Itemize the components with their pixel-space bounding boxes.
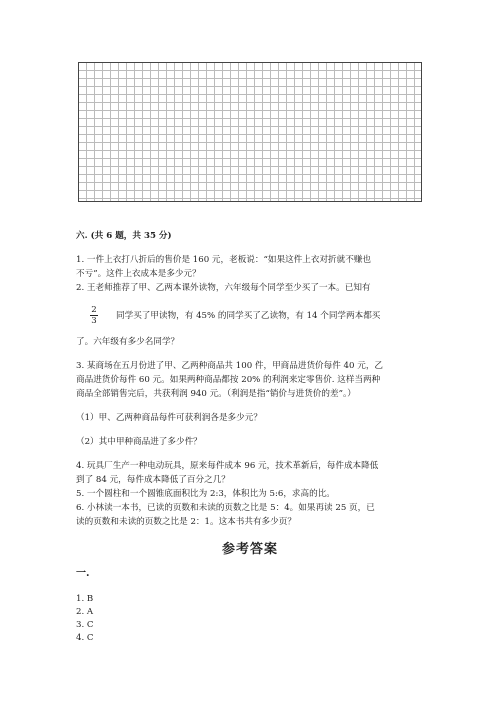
question-6-line-1: 6. 小林读一本书，已读的页数和未读的页数之比是 5：4。如果再读 25 页，已 [76, 503, 375, 513]
question-4-line-1: 4. 玩具厂生产一种电动玩具，原来每件成本 96 元，技术革新后，每件成本降低 [76, 461, 379, 471]
answer-item: 4. C [76, 633, 94, 643]
question-3-line-2: 商品进货价每件 60 元。如果两种商品都按 20% 的利润来定零售价. 这样当两种 [76, 375, 381, 385]
question-5: 5. 一个圆柱和一个圆锥底面积比为 2:3，体积比为 5:6，求高的比。 [76, 489, 335, 499]
question-3-sub-1: （1）甲、乙两种商品每件可获利润各是多少元？ [76, 413, 262, 423]
question-3-sub-2: （2）其中甲种商品进了多少件？ [76, 437, 202, 447]
section-heading: 六. (共 6 题，共 35 分) [76, 231, 172, 241]
answer-item: 1. B [76, 594, 94, 604]
question-6-line-2: 读的页数和未读的页数之比是 2：1。这本书共有多少页？ [76, 517, 296, 527]
writing-grid [78, 62, 422, 202]
question-4-line-2: 到了 84 元，每件成本降低了百分之几？ [76, 475, 230, 485]
fraction-numerator: 2 [91, 305, 97, 315]
question-2-line-1: 2. 王老师推荐了甲、乙两本课外读物，六年级每个同学至少买了一本。已知有 [76, 283, 371, 293]
question-2-line-2: 同学买了甲读物，有 45% 的同学买了乙读物，有 14 个同学两本都买 [116, 311, 381, 321]
question-1-line-2: 不亏”。这件上衣成本是多少元？ [76, 269, 201, 279]
answers-title: 参考答案 [221, 542, 278, 557]
question-1-line-1: 1. 一件上衣打八折后的售价是 160 元，老板说：“如果这件上衣对折就不赚也 [76, 255, 372, 265]
question-3-line-1: 3. 某商场在五月份进了甲、乙两种商品共 100 件，甲商品进货价每件 40 元，乙 [76, 361, 384, 371]
question-3-line-3: 商品全部销售完后，共获利润 940 元。（利润是指“销价与进货价的差”。） [76, 389, 356, 399]
answer-item: 3. C [76, 620, 94, 630]
answer-item: 2. A [76, 607, 94, 617]
question-2-line-3: 了。六年级有多少名同学？ [76, 337, 180, 347]
answers-section-1: 一. [76, 568, 90, 579]
fraction-two-thirds [90, 305, 98, 326]
fraction-denominator: 3 [91, 316, 97, 326]
